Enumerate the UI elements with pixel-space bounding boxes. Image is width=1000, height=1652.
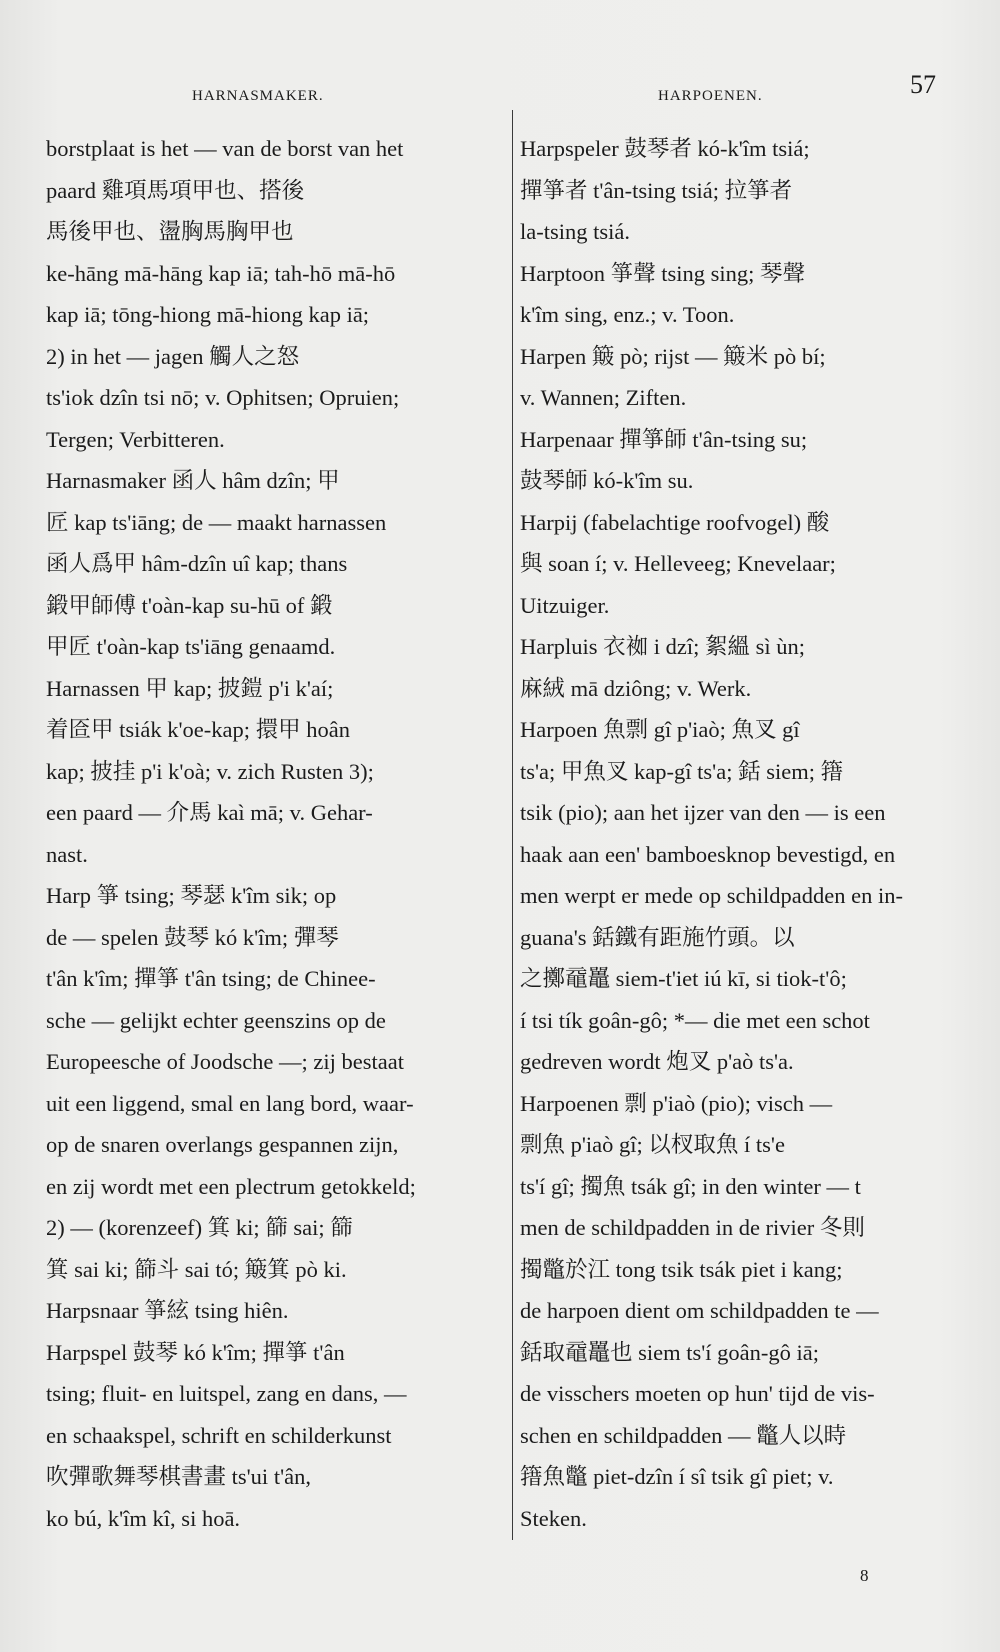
text-line: la-tsing tsiá. xyxy=(520,219,630,244)
text-line: 着匼甲 tsiák k'oe-kap; 擐甲 hoân xyxy=(46,717,351,742)
text-line: gedreven wordt 炮叉 p'aò ts'a. xyxy=(520,1049,794,1074)
text-line: haak aan een' bamboesknop bevestigd, en xyxy=(520,841,896,867)
text-line: 函人爲甲 hâm-dzîn uî kap; thans xyxy=(46,551,348,576)
text-line: v. Wannen; Ziften. xyxy=(520,385,687,410)
text-line: ke-hāng mā-hāng kap iā; tah-hō mā-hō xyxy=(46,260,396,286)
text-line: sche — gelijkt echter geenszins op de xyxy=(46,1007,386,1033)
text-line: í tsi tík goân-gô; *— die met een schot xyxy=(520,1007,870,1033)
text-line: kap; 披挂 p'i k'oà; v. zich Rusten 3); xyxy=(46,758,374,784)
text-line: de visschers moeten op hun' tijd de vis- xyxy=(520,1381,875,1406)
left-column xyxy=(46,128,496,1539)
right-column xyxy=(520,128,972,1539)
text-line: een paard — 介馬 kaì mā; v. Gehar- xyxy=(46,800,373,825)
text-line: tsing; fluit- en luitspel, zang en dans, — xyxy=(46,1381,407,1406)
text-line: de harpoen dient om schildpadden te — xyxy=(520,1298,879,1323)
text-line: Europeesche of Joodsche —; zij bestaat xyxy=(46,1049,405,1074)
text-line: ts'a; 甲魚叉 kap-gî ts'a; 銛 siem; 簎 xyxy=(520,758,844,784)
text-line: Harpij (fabelachtige roofvogel) 酸 xyxy=(520,509,830,535)
text-line: en zij wordt met een plectrum getokkeld; xyxy=(46,1173,416,1199)
text-line: Harpspeler 鼓琴者 kó-k'îm tsiá; xyxy=(520,136,810,161)
text-line: Harptoon 箏聲 tsing sing; 琴聲 xyxy=(520,260,805,286)
text-line: ts'í gî; 擉魚 tsák gî; in den winter — t xyxy=(520,1173,861,1199)
text-line: 鼓琴師 kó-k'îm su. xyxy=(520,468,694,493)
running-head-right: HARPOENEN. xyxy=(658,88,763,104)
text-line: Harpoen 魚剽 gî p'iaò; 魚叉 gî xyxy=(520,717,800,742)
text-line: kap iā; tōng-hiong mā-hiong kap iā; xyxy=(46,302,370,327)
page-number: 57 xyxy=(910,70,936,99)
text-line: schen en schildpadden — 鼈人以時 xyxy=(520,1422,847,1448)
text-line: 甲匠 t'oàn-kap ts'iāng genaamd. xyxy=(46,634,336,659)
text-line: 麻絨 mā dziông; v. Werk. xyxy=(520,675,752,701)
text-line: 2) — (korenzeef) 箕 ki; 篩 sai; 篩 xyxy=(46,1215,353,1240)
text-line: tsik (pio); aan het ijzer van den — is een xyxy=(520,800,886,825)
text-line: Harpoenen 剽 p'iaò (pio); visch — xyxy=(520,1090,833,1116)
text-line: men werpt er mede op schildpadden en in- xyxy=(520,883,903,908)
text-line: guana's 銛鐵有距施竹頭。以 xyxy=(520,924,795,950)
text-line: 之擲黿鼉 siem-t'iet iú kī, si tiok-t'ô; xyxy=(520,966,847,991)
text-line: Harpspel 鼓琴 kó k'îm; 撣箏 t'ân xyxy=(46,1339,345,1365)
text-line: de — spelen 鼓琴 kó k'îm; 彈琴 xyxy=(46,924,339,950)
text-line: Tergen; Verbitteren. xyxy=(46,426,225,452)
text-line: nast. xyxy=(46,841,88,867)
text-line: k'îm sing, enz.; v. Toon. xyxy=(520,302,735,327)
text-line: Harnasmaker 函人 hâm dzîn; 甲 xyxy=(46,468,340,493)
text-line: 與 soan í; v. Helleveeg; Knevelaar; xyxy=(520,551,836,576)
text-line: 2) in het — jagen 觸人之怒 xyxy=(46,343,300,369)
text-line: paard 雞項馬項甲也、搭後 xyxy=(46,177,305,203)
text-line: ko bú, k'îm kî, si hoā. xyxy=(46,1505,241,1531)
text-line: 箕 sai ki; 篩斗 sai tó; 簸箕 pò ki. xyxy=(46,1256,347,1282)
sheet-signature: 8 xyxy=(860,1566,869,1585)
text-line: Uitzuiger. xyxy=(520,592,610,618)
text-line: borstplaat is het — van de borst van het xyxy=(46,136,404,161)
text-line: uit een liggend, smal en lang bord, waar- xyxy=(46,1090,414,1116)
text-line: Steken. xyxy=(520,1505,587,1531)
text-line: 簎魚鼈 piet-dzîn í sî tsik gî piet; v. xyxy=(520,1464,834,1489)
text-line: Harpen 簸 pò; rijst — 簸米 pò bí; xyxy=(520,343,826,369)
text-line: en schaakspel, schrift en schilderkunst xyxy=(46,1422,392,1448)
column-divider xyxy=(512,110,513,1540)
text-line: Harnassen 甲 kap; 披鎧 p'i k'aí; xyxy=(46,675,334,701)
text-line: 鍛甲師傅 t'oàn-kap su-hū of 鍛 xyxy=(46,592,333,618)
text-line: 擉鼈於江 tong tsik tsák piet i kang; xyxy=(520,1256,843,1282)
text-line: 吹彈歌舞琴棋書畫 ts'ui t'ân, xyxy=(46,1464,311,1489)
text-line: t'ân k'îm; 撣箏 t'ân tsing; de Chinee- xyxy=(46,966,376,991)
text-line: 匠 kap ts'iāng; de — maakt harnassen xyxy=(46,509,387,535)
text-line: Harpsnaar 箏絃 tsing hiên. xyxy=(46,1298,289,1323)
text-line: Harp 箏 tsing; 琴瑟 k'îm sik; op xyxy=(46,883,337,908)
text-line: 撣箏者 t'ân-tsing tsiá; 拉箏者 xyxy=(520,177,793,203)
text-line: 馬後甲也、盪胸馬胸甲也 xyxy=(46,219,294,244)
running-head-left: HARNASMAKER. xyxy=(192,88,324,104)
text-line: men de schildpadden in de rivier 冬則 xyxy=(520,1215,865,1240)
text-line: Harpenaar 撣箏師 t'ân-tsing su; xyxy=(520,426,808,452)
text-line: ts'iok dzîn tsi nō; v. Ophitsen; Opruien; xyxy=(46,385,400,410)
text-line: op de snaren overlangs gespannen zijn, xyxy=(46,1132,399,1157)
text-line: Harpluis 衣袽 i dzî; 絮縕 sì ùn; xyxy=(520,634,805,659)
text-line: 銛取黿鼉也 siem ts'í goân-gô iā; xyxy=(520,1339,820,1365)
text-line: 剽魚 p'iaò gî; 以杈取魚 í ts'e xyxy=(520,1132,785,1157)
